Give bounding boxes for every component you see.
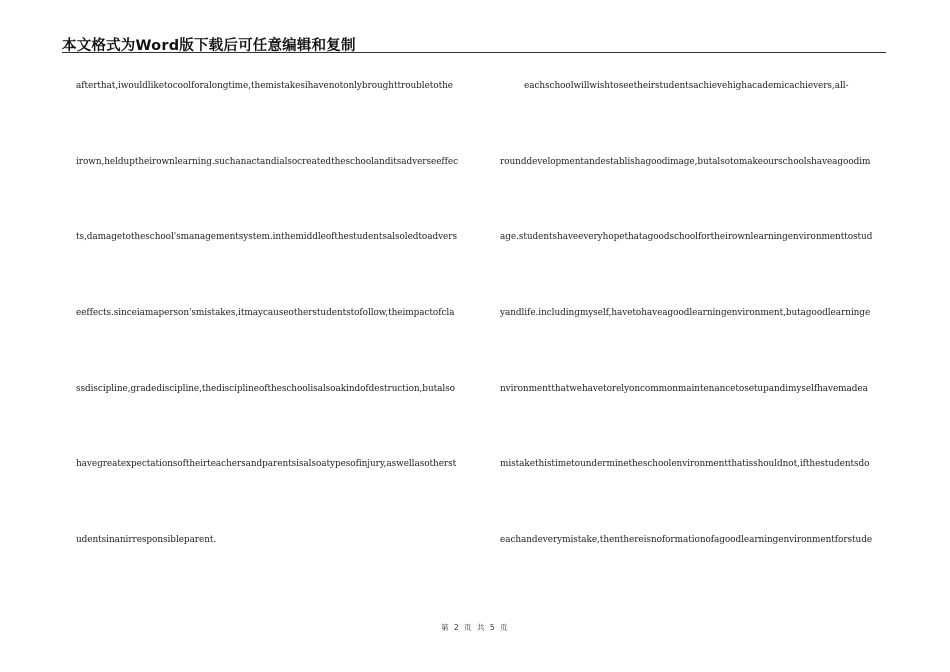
text-line: eeffects.sinceiamaperson'smistakes,itmaycauseotherstudentstofollow,theimpactofcla [76, 308, 455, 319]
left-text-column [76, 80, 466, 610]
right-text-column [500, 80, 886, 610]
text-line: rounddevelopmentandestablishagoodimage,butalsotomakeourschoolshaveagoodim [500, 156, 871, 167]
text-line: irown,helduptheirownlearning.suchanactandialsocreatedtheschoolanditsadverseeffec [76, 156, 458, 167]
page-header-title: 本文格式为Word版下载后可任意编辑和复制 [62, 38, 356, 54]
text-line: mistakethistimetounderminetheschoolenvironmentthatisshouldnot,ifthestudentsdo [500, 459, 870, 470]
text-line: age.studentshaveeveryhopethatagoodschoolfortheirownlearningenvironmenttostud [500, 232, 873, 243]
text-line: nvironmentthatwehavetorelyoncommonmaintenancetosetupandimyselfhavemadea [500, 383, 868, 394]
page-number-footer: 第 2 页 共 5 页 [441, 623, 509, 632]
text-line: afterthat,iwouldliketocoolforalongtime,themistakesihavenotonlybroughttroubletothe [76, 81, 453, 91]
text-line: eachschoolwillwishtoseetheirstudentsachievehighacademicachievers,all- [524, 81, 849, 91]
text-line: yandlife.includingmyself,havetohaveagoodlearningenvironment,butagoodlearninge [500, 308, 871, 319]
header-divider [62, 52, 886, 53]
text-line: ts,damagetotheschool'smanagementsystem.inthemiddleofthestudentsalsoledtoadvers [76, 232, 457, 243]
text-line: udentsinanirresponsibleparent. [76, 535, 217, 546]
text-line: ssdiscipline,gradediscipline,thedisciplineoftheschoolisalsoakindofdestruction,butalso [76, 383, 455, 394]
text-line: havegreatexpectationsoftheirteachersandparentsisalsoatypesofinjury,aswellasotherst [76, 459, 457, 470]
text-line: eachandeverymistake,thenthereisnoformationofagoodlearningenvironmentforstude [500, 535, 873, 546]
